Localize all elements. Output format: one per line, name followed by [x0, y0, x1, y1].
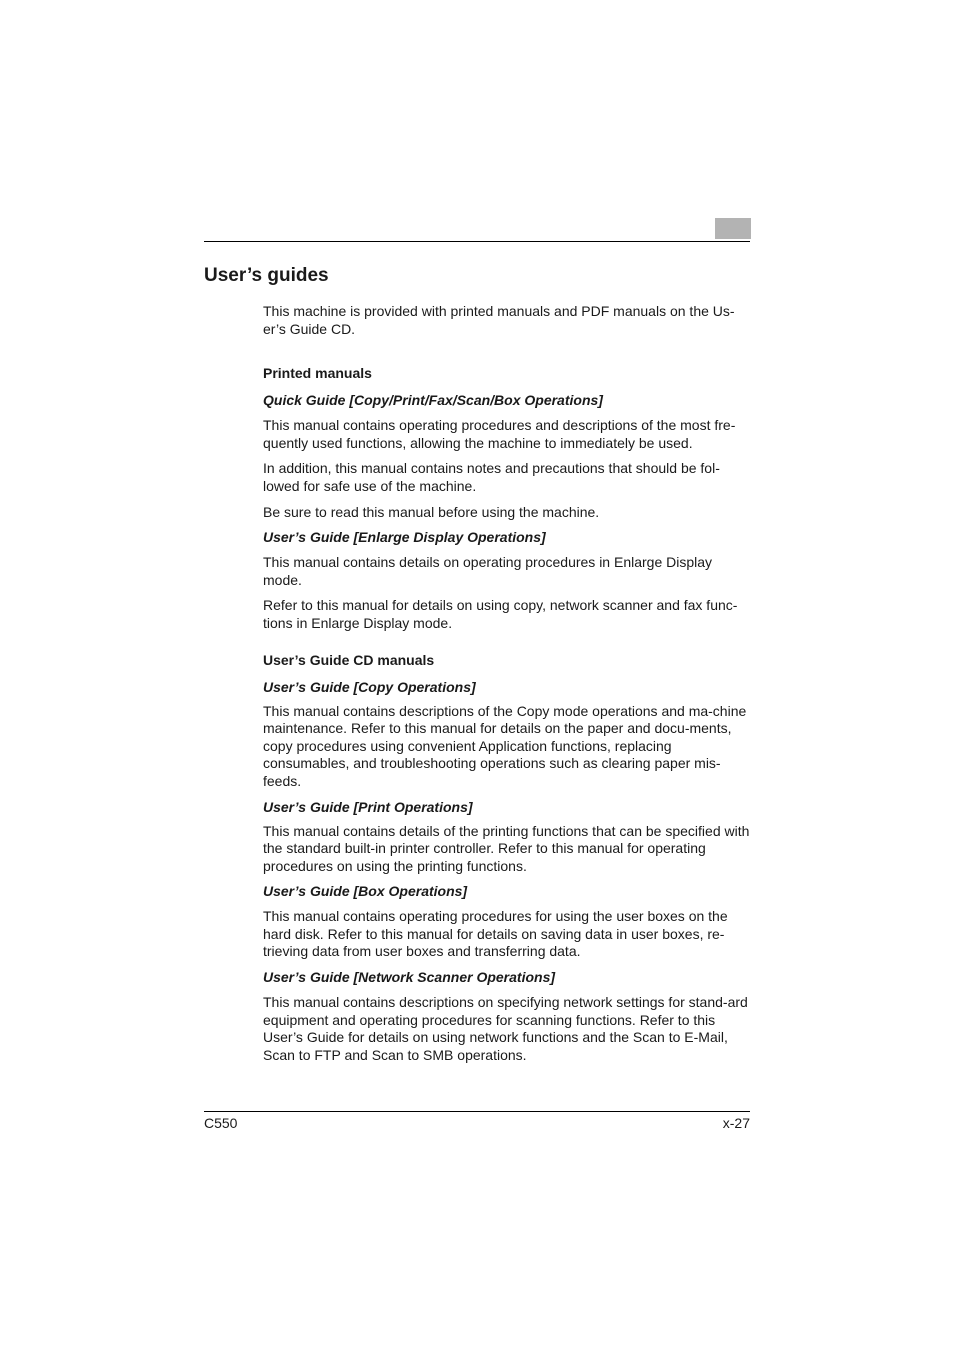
copy-guide-paragraph: This manual contains descriptions of the Copy mode operations and ma-chine maintenance. Refer to this manual for details on the paper and docu-ments, copy procedures using convenient Application functions, replacing consumables, and troubleshooting operations such as clearing paper mis-feeds.	[263, 702, 747, 789]
copy-guide-title: User’s Guide [Copy Operations]	[263, 678, 476, 695]
footer-model: C550	[204, 1115, 238, 1131]
footer-divider	[204, 1111, 750, 1112]
enlarge-guide-paragraph-1: This manual contains details on operating procedures in Enlarge Display mode.	[263, 554, 713, 588]
printed-manuals-heading: Printed manuals	[263, 365, 372, 382]
chapter-tab-marker	[715, 218, 751, 239]
cd-manuals-heading: User’s Guide CD manuals	[263, 651, 435, 668]
header-divider	[204, 241, 750, 242]
print-guide-paragraph: This manual contains details of the printing functions that can be specified with the standard built-in printer controller. Refer to this manual for operating procedures on using the printing functions.	[263, 822, 750, 874]
print-guide-title: User’s Guide [Print Operations]	[263, 798, 473, 815]
quick-guide-title: Quick Guide [Copy/Print/Fax/Scan/Box Operations]	[263, 392, 603, 409]
enlarge-guide-title: User’s Guide [Enlarge Display Operations]	[263, 529, 546, 546]
network-scanner-guide-title: User’s Guide [Network Scanner Operations]	[263, 969, 556, 986]
box-guide-paragraph: This manual contains operating procedures for using the user boxes on the hard disk. Refer to this manual for details on saving data in user boxes, re-trieving data from user boxes and transferring data.	[263, 908, 728, 960]
footer-page-number: x-27	[722, 1115, 750, 1131]
box-guide-title: User’s Guide [Box Operations]	[263, 883, 468, 900]
quick-guide-paragraph-3: Be sure to read this manual before using the machine.	[263, 503, 600, 520]
enlarge-guide-paragraph-2: Refer to this manual for details on using copy, network scanner and fax func-tions in Enlarge Display mode.	[263, 597, 738, 631]
quick-guide-paragraph-2: In addition, this manual contains notes and precautions that should be fol-lowed for safe use of the machine.	[263, 460, 720, 494]
network-scanner-guide-paragraph: This manual contains descriptions on specifying network settings for stand-ard equipment and operating procedures for scanning functions. Refer to this User’s Guide for details on using network functions and the Scan to E-Mail, Scan to FTP and Scan to SMB operations.	[263, 994, 748, 1063]
quick-guide-paragraph-1: This manual contains operating procedures and descriptions of the most fre-quently used functions, allowing the machine to immediately be used.	[263, 417, 736, 451]
intro-paragraph: This machine is provided with printed manuals and PDF manuals on the Us-er’s Guide CD.	[263, 303, 735, 337]
page-title: User’s guides	[204, 265, 329, 286]
main-content	[263, 303, 751, 1064]
